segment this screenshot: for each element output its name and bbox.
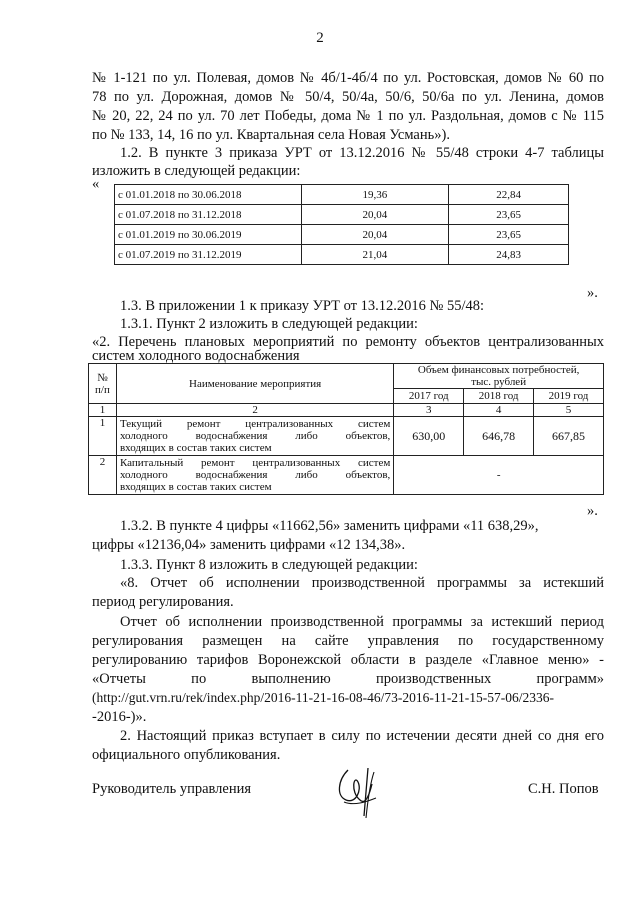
tariff-value-1: 20,04 bbox=[301, 225, 449, 245]
paragraph-8-line-1: «8. Отчет об исполнении производственной программы за истекший bbox=[120, 575, 604, 591]
tariff-value-2: 23,65 bbox=[449, 205, 569, 225]
value-2018: 646,78 bbox=[464, 417, 534, 456]
tariff-value-2: 23,65 bbox=[449, 225, 569, 245]
header-financing: Объем финансовых потребностей, bbox=[417, 364, 580, 376]
activity-name-line: холодного водоснабжения либо объектов, bbox=[119, 430, 391, 442]
repair-plan-table bbox=[88, 363, 604, 495]
activity-name-cell bbox=[116, 456, 393, 495]
activity-name-line: входящих в состав таких систем bbox=[119, 481, 272, 493]
activity-name-line: входящих в состав таких систем bbox=[119, 442, 272, 454]
paragraph-8-line-2: период регулирования. bbox=[92, 594, 234, 610]
value-empty: - bbox=[394, 456, 604, 495]
table-row bbox=[115, 225, 569, 245]
paragraph-1-3-3: 1.3.3. Пункт 8 изложить в следующей редакции: bbox=[120, 557, 418, 573]
paragraph-1-2-line-1: 1.2. В пункте 3 приказа УРТ от 13.12.2016 № 55/48 строки 4-7 таблицы bbox=[120, 145, 604, 161]
paragraph-1-3-2-line-1: 1.3.2. В пункте 4 цифры «11662,56» заменить цифрами «11 638,29», bbox=[120, 518, 539, 534]
list-title-line-2: систем холодного водоснабжения bbox=[92, 348, 300, 364]
tariff-period: с 01.01.2018 по 30.06.2018 bbox=[115, 185, 302, 205]
intro-line-4: по № 133, 14, 16 по ул. Квартальная села Новая Усмань»). bbox=[92, 127, 450, 143]
tariff-value-1: 20,04 bbox=[301, 205, 449, 225]
column-index: 5 bbox=[534, 404, 604, 417]
close-quote-2: ». bbox=[587, 503, 598, 519]
open-quote: « bbox=[92, 176, 100, 192]
table-row bbox=[115, 185, 569, 205]
tariff-value-1: 21,04 bbox=[301, 245, 449, 265]
intro-line-2: 78 по ул. Дорожная, домов № 50/4, 50/4а, 50/6, 50/6а по ул. Ленина, домов bbox=[92, 89, 604, 105]
header-financing-cell bbox=[394, 364, 604, 389]
paragraph-1-3-2-line-2: цифры «12136,04» заменить цифрами «12 134,38». bbox=[92, 537, 406, 553]
value-2017: 630,00 bbox=[394, 417, 464, 456]
header-year-2018: 2018 год bbox=[464, 389, 534, 404]
value-2019: 667,85 bbox=[534, 417, 604, 456]
column-index: 2 bbox=[116, 404, 393, 417]
activity-name-cell bbox=[116, 417, 393, 456]
column-index: 3 bbox=[394, 404, 464, 417]
header-year-2017: 2017 год bbox=[394, 389, 464, 404]
table-row bbox=[89, 417, 604, 456]
tariff-period: с 01.07.2019 по 31.12.2019 bbox=[115, 245, 302, 265]
header-number-sub: п/п bbox=[95, 383, 110, 396]
page-number: 2 bbox=[316, 30, 324, 46]
report-line-4: «Отчеты по выполнению производственных программ» bbox=[92, 671, 604, 687]
header-financing-units: тыс. рублей bbox=[471, 376, 527, 388]
table-row bbox=[89, 404, 604, 417]
column-index: 1 bbox=[89, 404, 117, 417]
tariff-period: с 01.07.2018 по 31.12.2018 bbox=[115, 205, 302, 225]
report-line-1: Отчет об исполнении производственной программы за истекший период bbox=[120, 614, 604, 630]
header-year-2019: 2019 год bbox=[534, 389, 604, 404]
signature-title: Руководитель управления bbox=[92, 781, 252, 797]
row-number: 1 bbox=[89, 417, 117, 456]
row-number: 2 bbox=[89, 456, 117, 495]
table-row bbox=[115, 245, 569, 265]
tariff-period: с 01.01.2019 по 30.06.2019 bbox=[115, 225, 302, 245]
activity-name-line: Капитальный ремонт централизованных систем bbox=[119, 457, 391, 469]
paragraph-1-3-1: 1.3.1. Пункт 2 изложить в следующей редакции: bbox=[120, 316, 418, 332]
table-row bbox=[89, 456, 604, 495]
handwritten-signature-icon bbox=[330, 762, 390, 822]
report-line-3: регулированию тарифов Воронежской области в разделе «Главное меню» - bbox=[92, 652, 604, 668]
report-line-2: регулирования размещен на сайте управления по государственному bbox=[92, 633, 604, 649]
header-name: Наименование мероприятия bbox=[116, 364, 393, 404]
paragraph-2-line-1: 2. Настоящий приказ вступает в силу по истечении десяти дней со дня его bbox=[120, 728, 604, 744]
tariff-value-1: 19,36 bbox=[301, 185, 449, 205]
report-url-end: -2016-)». bbox=[92, 709, 147, 725]
paragraph-1-2-line-2: изложить в следующей редакции: bbox=[92, 163, 301, 179]
report-url-line: (http://gut.vrn.ru/rek/index.php/2016-11-21-16-08-46/73-2016-11-21-15-57-06/2336- bbox=[92, 690, 555, 705]
table-row bbox=[115, 205, 569, 225]
header-number-cell bbox=[89, 364, 117, 404]
paragraph-1-3: 1.3. В приложении 1 к приказу УРТ от 13.12.2016 № 55/48: bbox=[120, 298, 485, 314]
activity-name-line: холодного водоснабжения либо объектов, bbox=[119, 469, 391, 481]
close-quote-1: ». bbox=[587, 285, 598, 301]
header-number: № bbox=[97, 371, 108, 384]
column-index: 4 bbox=[464, 404, 534, 417]
intro-line-1: № 1-121 по ул. Полевая, домов № 4б/1-4б/4 по ул. Ростовская, домов № 60 по bbox=[92, 70, 604, 86]
intro-line-3: № 20, 22, 24 по ул. 70 лет Победы, дома № 1 по ул. Раздольная, домов с № 115 bbox=[92, 108, 604, 124]
tariff-table bbox=[114, 184, 569, 265]
activity-name-line: Текущий ремонт централизованных систем bbox=[119, 418, 391, 430]
list-title-line-1: «2. Перечень плановых мероприятий по ремонту объектов централизованных bbox=[92, 334, 604, 350]
paragraph-2-line-2: официального опубликования. bbox=[92, 747, 281, 763]
tariff-value-2: 24,83 bbox=[449, 245, 569, 265]
signature-name: С.Н. Попов bbox=[528, 781, 599, 797]
tariff-value-2: 22,84 bbox=[449, 185, 569, 205]
